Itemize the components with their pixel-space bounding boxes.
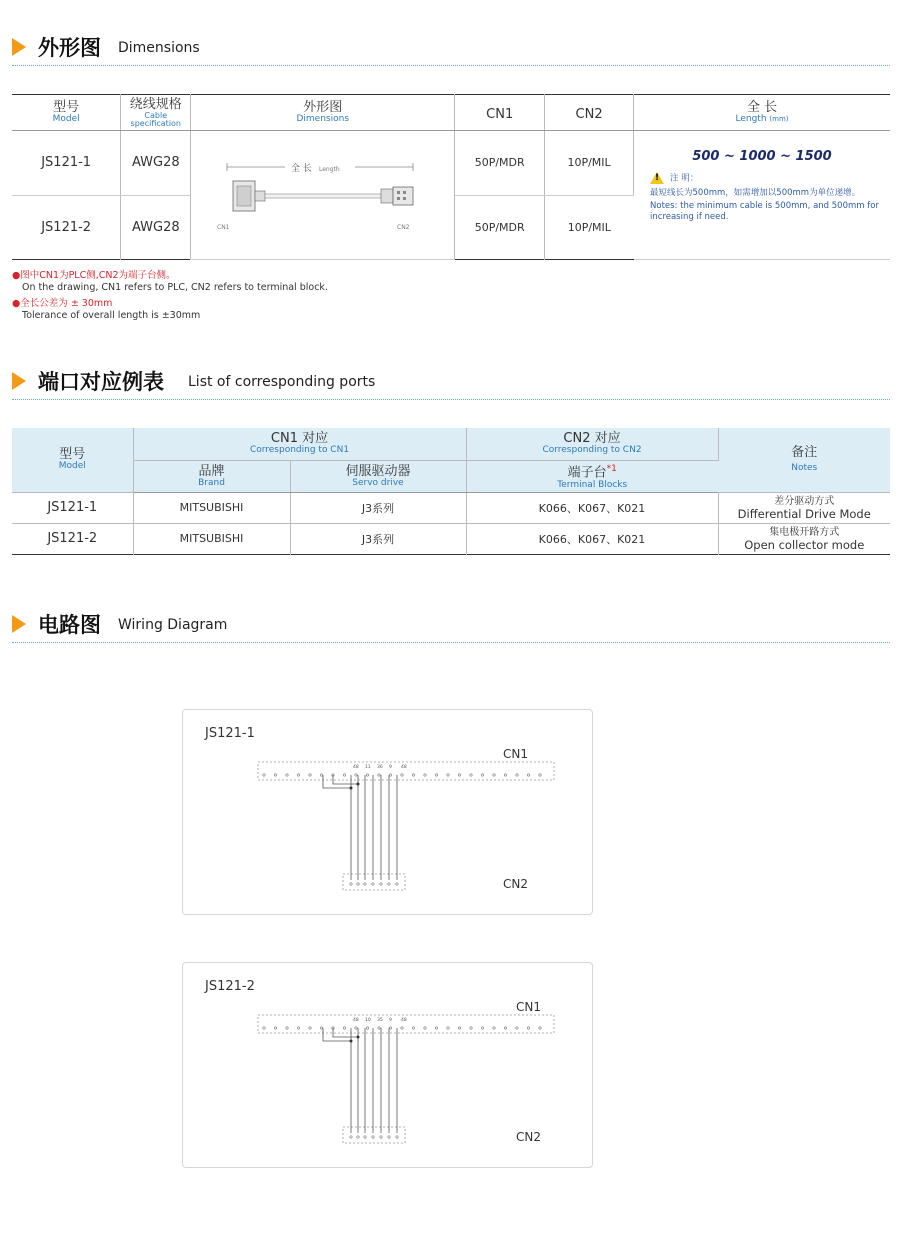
footnote-2-cn: 全长公差为 ± 30mm [20,298,113,309]
cn1-pin [424,774,426,776]
row1-model: JS121-1 [12,131,121,196]
cn1-pin [458,1027,460,1029]
header-model: 型号 Model [12,428,133,492]
cn1-pin [401,1027,403,1029]
warning-icon [650,172,664,184]
cn1-pin [435,1027,437,1029]
cn1-pin [424,1027,426,1029]
length-note [634,172,890,223]
cn1-pin [297,774,299,776]
cn2-pin [396,883,398,885]
cn1-pin [389,1027,391,1029]
row1-terminal: K066、K067、K021 [466,492,718,523]
footnote-1-cn: 图中CN1为PLC侧,CN2为端子台侧。 [20,270,176,281]
cn1-pin [412,774,414,776]
cn1-label: CN1 [503,747,528,761]
cn1-pin [309,1027,311,1029]
cn1-pin [539,1027,541,1029]
row2-cn1: 50P/MDR [455,195,545,260]
header-model: 型号 Model [12,95,121,131]
header-length: 全 长 Length (mm) [634,95,890,131]
jumper-wire [323,775,351,788]
cn1-pin [435,774,437,776]
ports-table [12,428,890,555]
note-en: Notes: the minimum cable is 500mm, and 500mm for increasing if need. [650,200,879,222]
section-title-cn: 端口对应例表 [38,370,164,394]
cn1-pin [286,774,288,776]
pin-label: 48 [401,1018,407,1023]
note-title: 注 明： [670,173,699,184]
drawing-cn2-label: CN2 [397,224,410,231]
cn2-pin [380,1136,382,1138]
drawing-length-en: Length [319,166,340,173]
row2-notes: 集电极开路方式 Open collector mode [718,523,890,554]
dimensions-table [12,94,890,260]
cn2-label: CN2 [503,877,528,891]
cn1-pin [355,1027,357,1029]
cn1-pin [378,774,380,776]
arrow-icon [12,615,26,633]
row2-cable: AWG28 [121,195,191,260]
junction-dot [350,787,353,790]
arrow-icon [12,38,26,56]
cn1-pin [539,774,541,776]
wiring-title: JS121-1 [205,726,255,741]
drawing-cn1-label: CN1 [217,224,230,231]
pin-label: 9 [389,1018,392,1023]
cn2-label: CN2 [516,1130,541,1144]
header-cn1: CN1 对应 Corresponding to CN1 [133,428,466,460]
cn1-pin [366,774,368,776]
cn1-pin [447,774,449,776]
cn1-pin [447,1027,449,1029]
cn1-pin [504,774,506,776]
cn1-pin [320,774,322,776]
cn2-pin [388,1136,390,1138]
row2-terminal: K066、K067、K021 [466,523,718,554]
row1-cable: AWG28 [121,131,191,196]
row2-cn2: 10P/MIL [567,220,611,234]
row1-cn1: 50P/MDR [455,131,545,196]
jumper-wire [323,1028,351,1041]
pin-label: 11 [365,765,371,770]
row2-model: JS121-2 [12,195,121,260]
section-title-en: Dimensions [118,40,200,56]
cn2-pin [364,883,366,885]
cn2-pin [350,883,352,885]
pin-label: 35 [377,1018,383,1023]
cn2-pin [380,883,382,885]
row1-brand: MITSUBISHI [133,492,290,523]
cn1-pin [504,1027,506,1029]
cn2-connector [343,874,405,890]
footnotes [12,270,328,322]
header-terminal: 端子台$^{*1}$ Terminal Blocks [466,460,718,492]
row2-model: JS121-2 [12,523,133,554]
cn1-pin [481,1027,483,1029]
cn1-pin [527,774,529,776]
cn2-pin [372,1136,374,1138]
pin-label: 36 [377,765,383,770]
cn1-pin [286,1027,288,1029]
jumper-wire [333,775,358,784]
cn1-pin [274,774,276,776]
section-header-wiring [12,609,890,643]
header-cn1: CN1 [455,95,545,131]
cn2-pin [357,1136,359,1138]
pin-label: 48 [353,765,359,770]
cn2-connector [343,1127,405,1143]
pin-label: 10 [365,1018,371,1023]
cn1-pin [493,774,495,776]
footnote-1-en: On the drawing, CN1 refers to PLC, CN2 refers to terminal block. [22,282,328,293]
cn1-pin [297,1027,299,1029]
row1-servo: J3系列 [290,492,466,523]
pin-label: 48 [353,1018,359,1023]
cn1-pin [412,1027,414,1029]
cn2-pin [388,883,390,885]
wiring-title: JS121-2 [205,979,255,994]
cn1-pin [493,1027,495,1029]
cn2-pin [396,1136,398,1138]
arrow-icon [12,372,26,390]
row1-notes: 差分驱动方式 Differential Drive Mode [718,492,890,523]
wiring-diagram-js121-1 [182,709,593,915]
cn1-pin [401,774,403,776]
header-brand: 品牌 Brand [133,460,290,492]
header-servo: 伺服驱动器 Servo drive [290,460,466,492]
cn1-pin [355,774,357,776]
section-title-cn: 电路图 [38,613,101,637]
bullet-icon: ● [12,270,21,281]
cn1-pin [320,1027,322,1029]
cn1-pin [263,1027,265,1029]
bullet-icon: ● [12,298,21,309]
cn1-pin [343,1027,345,1029]
cn1-pin [263,774,265,776]
cable-drawing [191,131,454,255]
cn1-pin [470,1027,472,1029]
row1-model: JS121-1 [12,492,133,523]
header-cable: 绕线规格 Cable specification [121,95,191,131]
cn1-pin [343,774,345,776]
row2-brand: MITSUBISHI [133,523,290,554]
cn1-pin [516,1027,518,1029]
cn1-pin [470,774,472,776]
cable-drawing-cell [191,131,455,260]
header-notes: 备注 Notes [718,428,890,492]
cn1-pin [378,1027,380,1029]
cn1-pin [366,1027,368,1029]
cn1-label: CN1 [516,1000,541,1014]
cn2-pin [372,883,374,885]
cn1-pin [389,774,391,776]
section-title-en: List of corresponding ports [188,374,376,390]
section-title-en: Wiring Diagram [118,617,228,633]
section-title-cn: 外形图 [38,36,101,60]
cn2-pin [364,1136,366,1138]
cn1-pin [527,1027,529,1029]
note-cn: 最短线长为500mm，如需增加以500mm为单位递增。 [650,187,861,198]
cn2-pin [357,883,359,885]
pin-label: 9 [389,765,392,770]
junction-dot [357,1036,360,1039]
drawing-length-label: 全 长 [291,164,313,174]
cn1-pin [274,1027,276,1029]
length-cell [634,131,890,260]
junction-dot [357,783,360,786]
section-header-ports [12,366,890,400]
row2-servo: J3系列 [290,523,466,554]
cn1-pin [309,774,311,776]
length-values: 500 ~ 1000 ~ 1500 [692,149,832,164]
cn2-pin [350,1136,352,1138]
pin-label: 48 [401,765,407,770]
wiring-diagram-js121-2 [182,962,593,1168]
cn1-pin [458,774,460,776]
footnote-2-en: Tolerance of overall length is ±30mm [22,310,201,321]
section-header-dimensions [12,32,890,66]
cn1-pin [516,774,518,776]
header-cn2: CN2 对应 Corresponding to CN2 [466,428,718,460]
cn1-pin [481,774,483,776]
jumper-wire [333,1028,358,1037]
header-cn2: CN2 [545,95,634,131]
row1-cn2: 10P/MIL [545,131,634,196]
junction-dot [350,1040,353,1043]
header-dimensions: 外形图 Dimensions [191,95,455,131]
